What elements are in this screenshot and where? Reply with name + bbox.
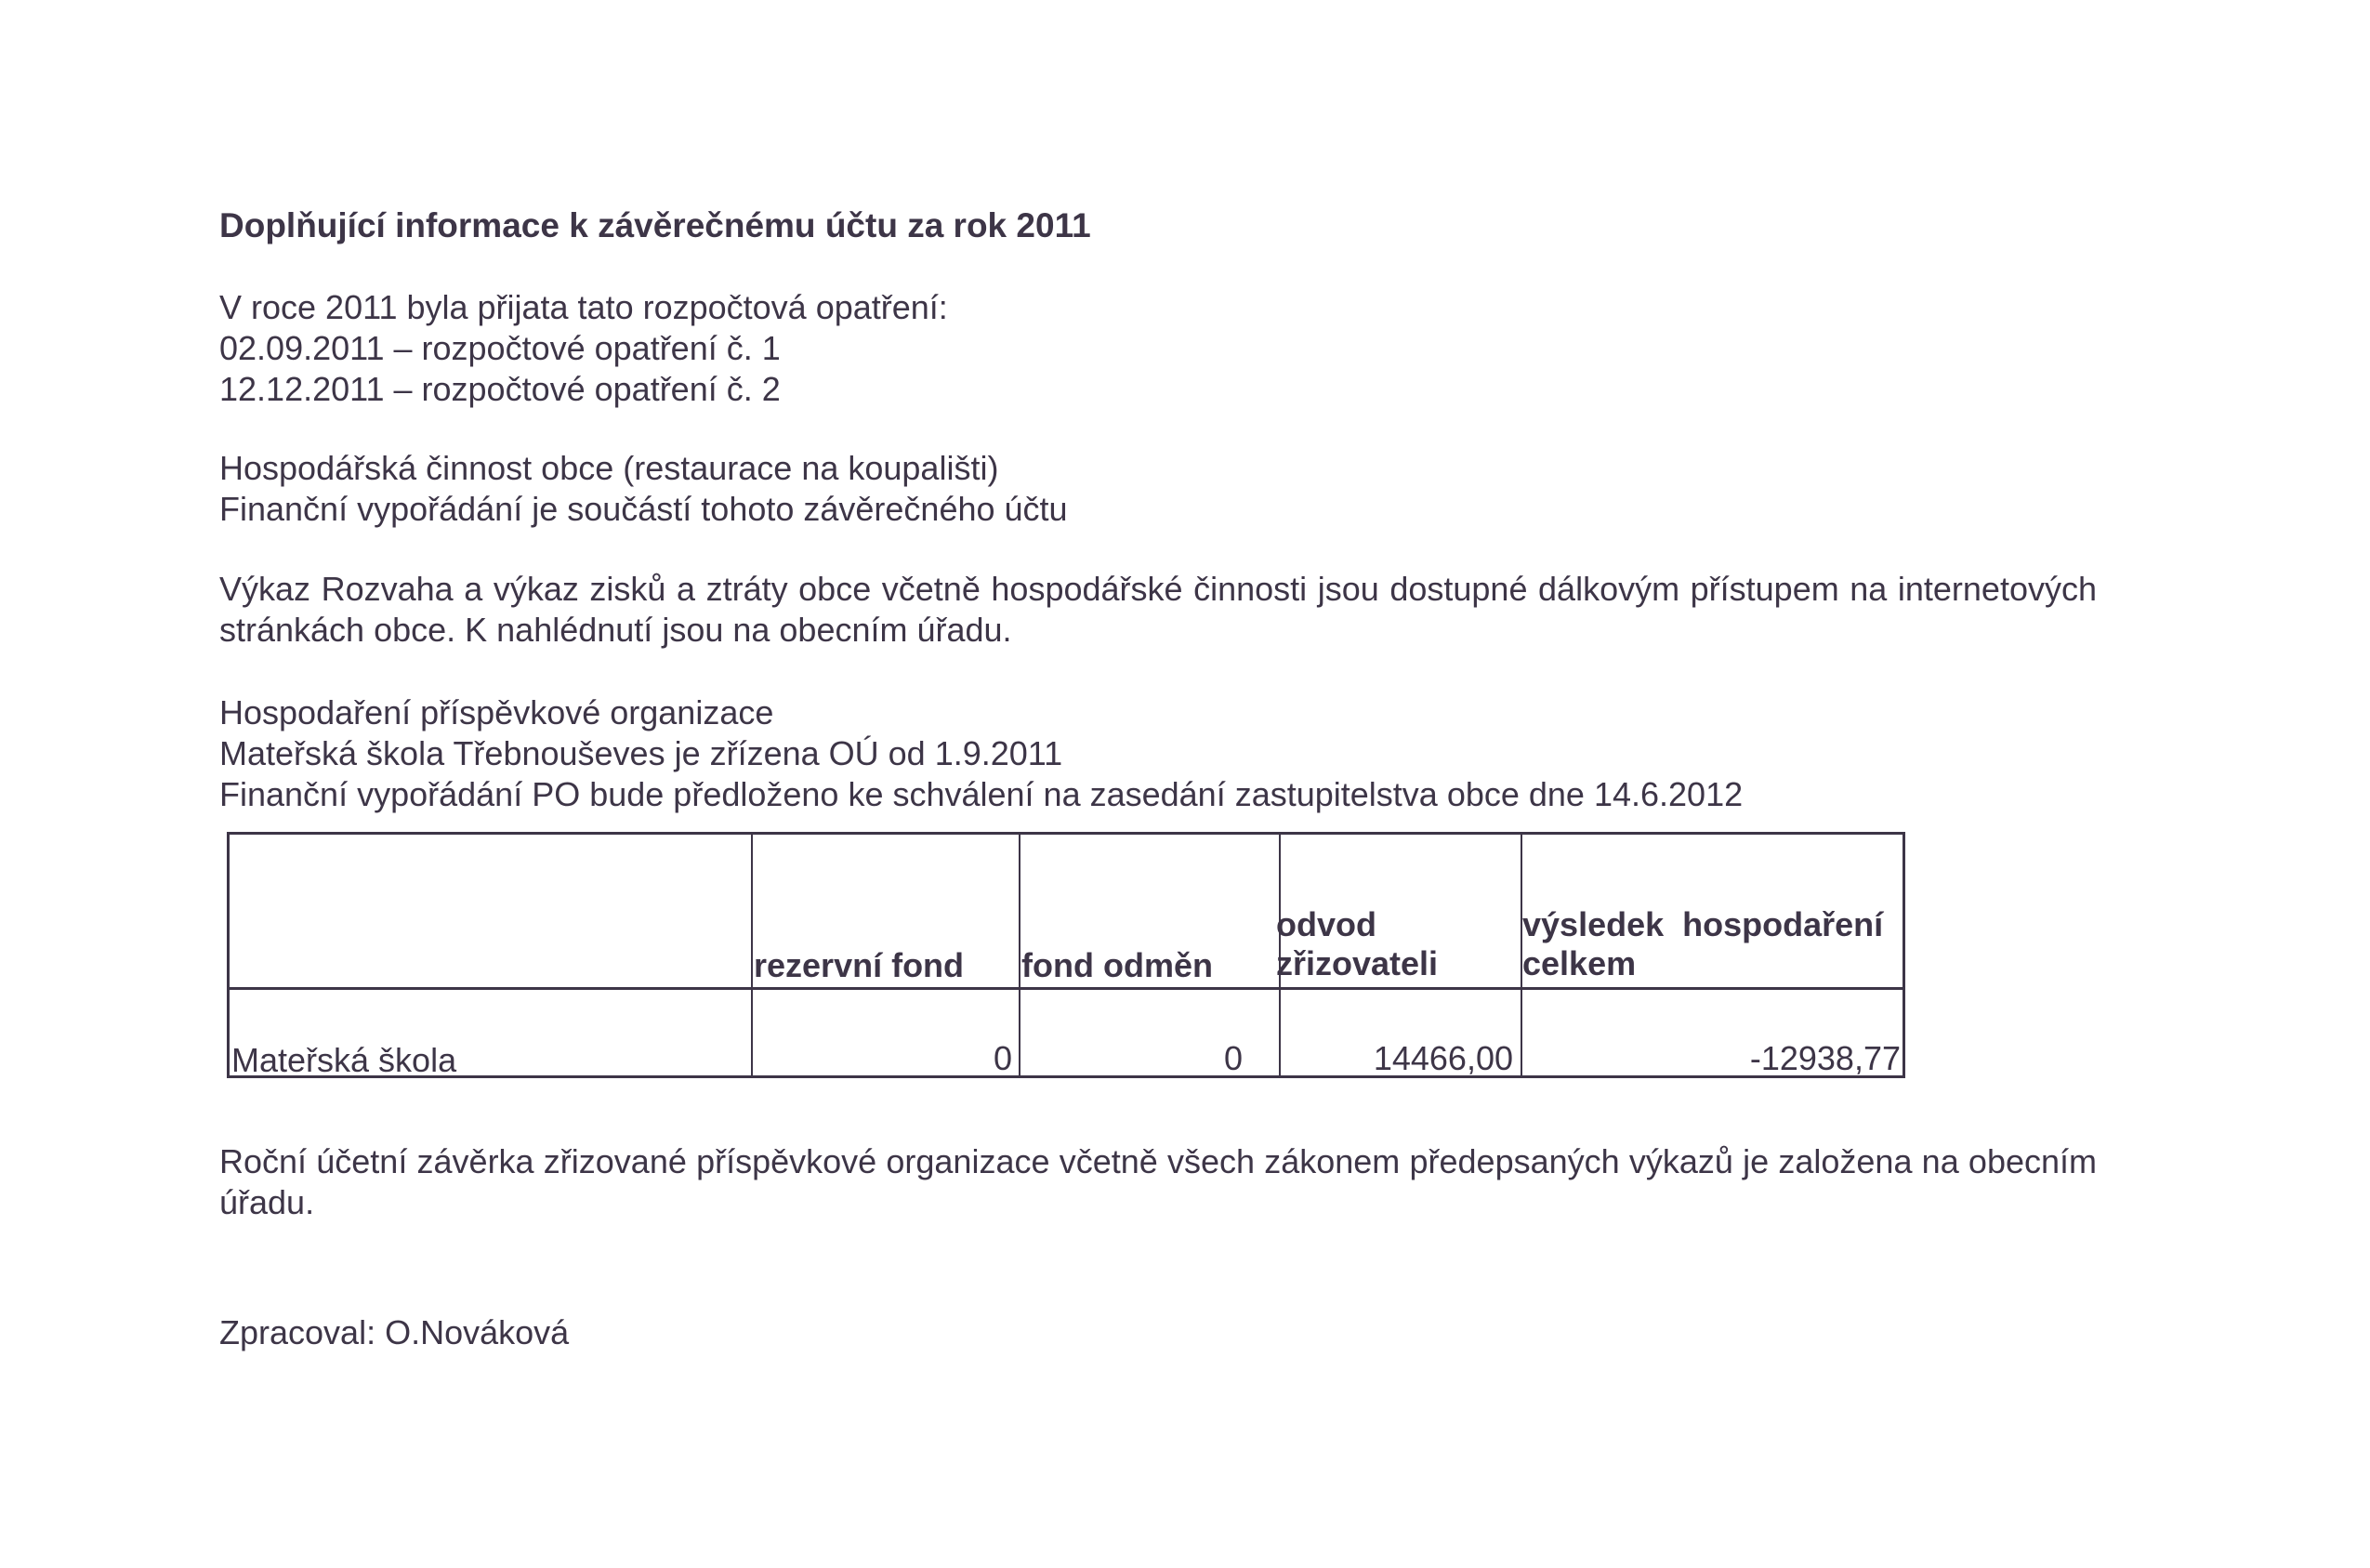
closing-paragraph: Roční účetní závěrka zřizované příspěvkové organizace včetně všech zákonem předepsaných výkazů je založena na obecním úřadu. [219,1142,2097,1221]
header-result-line-2: celkem [1522,944,1637,982]
header-reward-fund: fond odměn [1021,946,1213,984]
budget-intro: V roce 2011 byla přijata tato rozpočtová opatření: [219,288,948,326]
table-header-divider [230,987,1903,990]
budget-measure-1: 02.09.2011 – rozpočtové opatření č. 1 [219,329,781,367]
financial-settlement-table [227,832,1905,1078]
header-result-line-1: výsledek hospodaření [1522,905,1884,943]
row-reward-fund: 0 [1223,1039,1243,1077]
economic-activity-line-1: Hospodářská činnost obce (restaurace na koupališti) [219,449,999,487]
organization-line-1: Hospodaření příspěvkové organizace [219,693,774,731]
row-result: -12938,77 [1749,1039,1901,1077]
row-name: Mateřská škola [231,1041,457,1079]
row-levy: 14466,00 [1373,1039,1513,1077]
header-levy-line-1: odvod [1276,905,1376,943]
signature: Zpracoval: O.Nováková [219,1313,570,1351]
row-reserve-fund: 0 [993,1039,1012,1077]
header-levy-line-2: zřizovateli [1276,944,1439,982]
economic-activity-line-2: Finanční vypořádání je součástí tohoto závěrečného účtu [219,490,1068,528]
table-column-divider [751,835,753,1075]
organization-line-3: Finanční vypořádání PO bude předloženo ke schválení na zasedání zastupitelstva obce dne 14.6.2012 [219,775,1744,813]
document-title: Doplňující informace k závěrečnému účtu za rok 2011 [219,206,1091,244]
budget-measure-2: 12.12.2011 – rozpočtové opatření č. 2 [219,370,781,408]
table-column-divider [1019,835,1020,1075]
statement-paragraph: Výkaz Rozvaha a výkaz zisků a ztráty obce včetně hospodářské činnosti jsou dostupné dálkovým přístupem na internetových stránkách obce. K nahlédnutí jsou na obecním úřadu. [219,570,2097,649]
organization-line-2: Mateřská škola Třebnouševes je zřízena OÚ od 1.9.2011 [219,734,1063,772]
header-reserve-fund: rezervní fond [754,946,965,984]
